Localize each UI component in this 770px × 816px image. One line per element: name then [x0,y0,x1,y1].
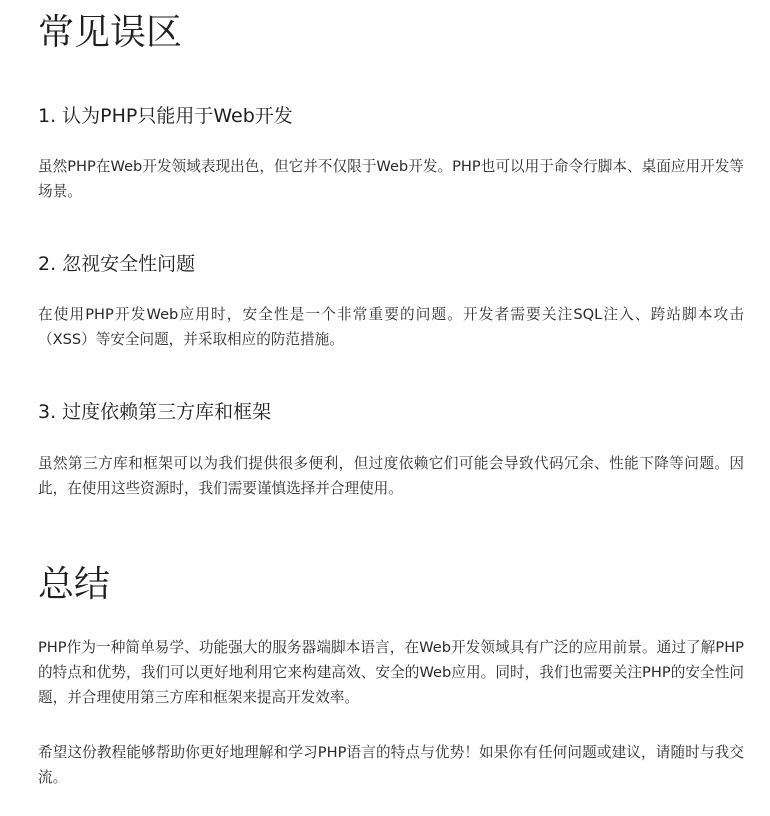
misconception-3-heading: 3. 过度依赖第三方库和框架 [38,401,272,423]
summary-paragraph-2: 希望这份教程能够帮助你更好地理解和学习PHP语言的特点与优势！如果你有任何问题或建议，请随时与我交流。 [38,744,744,786]
misconception-2-text: 在使用PHP开发Web应用时，安全性是一个非常重要的问题。开发者需要关注SQL注入、跨站脚本攻击（XSS）等安全问题，并采取相应的防范措施。 [38,306,744,348]
misconception-2-heading: 2. 忽视安全性问题 [38,253,196,275]
misconceptions-title: 常见误区 [38,12,183,53]
summary-title: 总结 [38,564,111,605]
summary-paragraph-1: PHP作为一种简单易学、功能强大的服务器端脚本语言，在Web开发领域具有广泛的应用前景。通过了解PHP的特点和优势，我们可以更好地利用它来构建高效、安全的Web应用。同时，我们也需要关注PHP的安全性问题，并合理使用第三方库和框架来提高开发效率。 [38,639,744,706]
misconception-1-heading: 1. 认为PHP只能用于Web开发 [38,105,293,127]
misconception-1-text: 虽然PHP在Web开发领域表现出色，但它并不仅限于Web开发。PHP也可以用于命令行脚本、桌面应用开发等场景。 [38,158,744,200]
misconception-3-text: 虽然第三方库和框架可以为我们提供很多便利，但过度依赖它们可能会导致代码冗余、性能下降等问题。因此，在使用这些资源时，我们需要谨慎选择并合理使用。 [38,455,744,497]
